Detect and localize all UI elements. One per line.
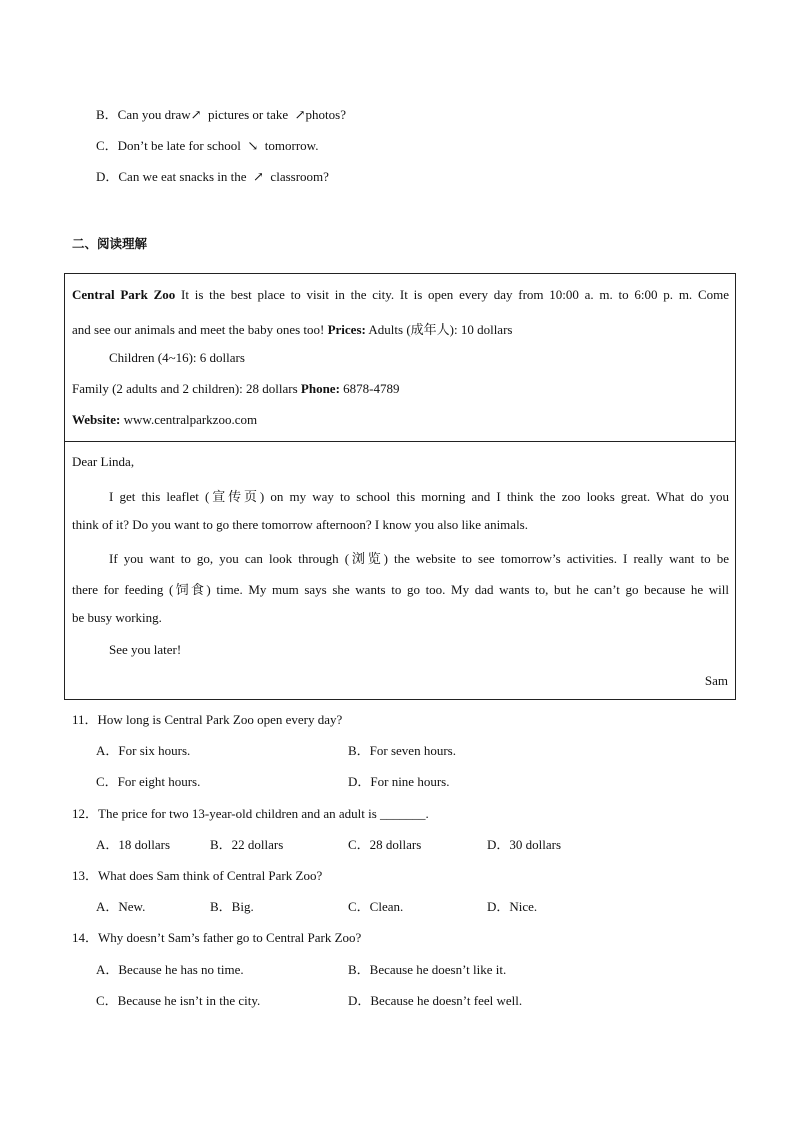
children-price: Children (4~16): 6 dollars: [109, 350, 245, 365]
passage-divider: [65, 441, 735, 442]
ad-line-1: [72, 287, 729, 303]
option-text: Don’t be late for school ↘ tomorrow.: [117, 138, 319, 153]
website-label: Website:: [72, 412, 121, 427]
q13-option-c[interactable]: C．Clean.: [348, 899, 404, 914]
letter-signature: Sam: [704, 673, 728, 688]
question-number: 11．: [72, 712, 98, 727]
zoo-name: Central Park Zoo: [72, 287, 176, 302]
family-price: Family (2 adults and 2 children): 28 dollars: [72, 381, 301, 396]
q14-option-d[interactable]: D．Because he doesn’t feel well.: [348, 993, 523, 1008]
q13-option-b[interactable]: B．Big.: [210, 899, 254, 914]
adults-price: Adults (成年人): 10 dollars: [365, 322, 513, 337]
question-number: 14．: [72, 930, 99, 945]
ad-intro: It is the best place to visit in the city. It is open every day from 10:00 a. m. to 6:00 p. m. Come: [175, 287, 729, 302]
letter-p1-line1: I get this leaflet (宣传页) on my way to school this morning and I think the zoo looks great. What do you: [109, 489, 729, 504]
question-text: What does Sam think of Central Park Zoo?: [98, 868, 323, 883]
ad-intro-2: and see our animals and meet the baby ones too!: [72, 322, 328, 337]
letter-p2-line1: If you want to go, you can look through (浏览) the website to see tomorrow’s activities. I really want to be: [109, 551, 729, 566]
q14-option-b[interactable]: B．Because he doesn’t like it.: [348, 962, 507, 977]
phone-number: 6878-4789: [339, 381, 400, 396]
q12-option-c[interactable]: C．28 dollars: [348, 837, 422, 852]
letter-p2-line2: there for feeding (饲食) time. My mum says she wants to go too. My dad wants to, but he can’t go because he will: [72, 582, 729, 597]
question-number: 13．: [72, 868, 99, 883]
ad-line-2: [72, 319, 512, 338]
prev-option-d: [96, 166, 329, 185]
reading-passage-box: [64, 273, 736, 700]
question-13: [72, 865, 322, 884]
question-14: [72, 927, 361, 946]
q12-option-a[interactable]: A．18 dollars: [96, 837, 171, 852]
q13-option-d[interactable]: D．Nice.: [487, 899, 538, 914]
prices-label: Prices:: [327, 322, 366, 337]
letter-greeting: Dear Linda,: [72, 454, 135, 469]
q14-option-a[interactable]: A．Because he has no time.: [96, 962, 244, 977]
question-text: Why doesn’t Sam’s father go to Central Park Zoo?: [98, 930, 362, 945]
question-text: The price for two 13-year-old children and an adult is _______.: [98, 806, 429, 821]
option-text: Can you draw↗ pictures or take ↗photos?: [117, 107, 346, 122]
question-text: How long is Central Park Zoo open every day?: [97, 712, 343, 727]
question-12: [72, 803, 429, 822]
option-letter: C．: [96, 138, 118, 153]
q11-option-c[interactable]: C．For eight hours.: [96, 774, 201, 789]
ad-line-4: [72, 381, 400, 397]
q14-option-c[interactable]: C．Because he isn’t in the city.: [96, 993, 261, 1008]
question-11: [72, 709, 342, 728]
website-url: www.centralparkzoo.com: [120, 412, 258, 427]
question-number: 12．: [72, 806, 99, 821]
q11-option-a[interactable]: A．For six hours.: [96, 743, 191, 758]
phone-label: Phone:: [300, 381, 340, 396]
q12-option-b[interactable]: B．22 dollars: [210, 837, 284, 852]
letter-p1-line2: think of it? Do you want to go there tomorrow afternoon? I know you also like animals.: [72, 517, 528, 532]
ad-line-5: [72, 412, 257, 428]
q11-option-d[interactable]: D．For nine hours.: [348, 774, 450, 789]
section-heading: 二、阅读理解: [72, 236, 148, 251]
q12-option-d[interactable]: D．30 dollars: [487, 837, 562, 852]
option-text: Can we eat snacks in the ↗ classroom?: [118, 169, 329, 184]
prev-option-c: [96, 135, 318, 154]
q13-option-a[interactable]: A．New.: [96, 899, 146, 914]
q11-option-b[interactable]: B．For seven hours.: [348, 743, 456, 758]
letter-closing: See you later!: [109, 642, 182, 657]
letter-p2-line3: be busy working.: [72, 610, 162, 625]
prev-option-b: [96, 104, 346, 123]
option-letter: D．: [96, 169, 119, 184]
option-letter: B．: [96, 107, 118, 122]
